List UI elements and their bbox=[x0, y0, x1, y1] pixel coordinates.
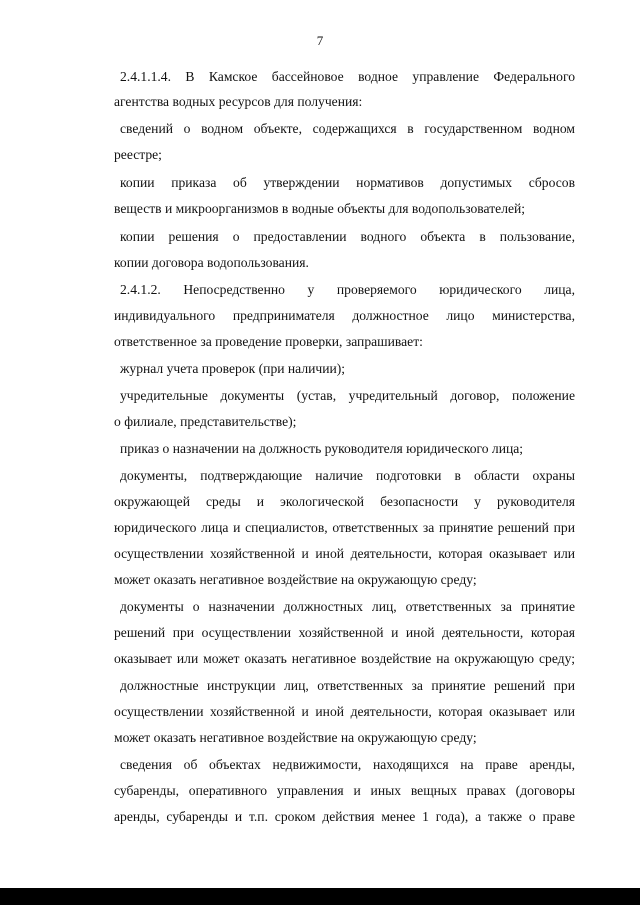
text-line: реестре; bbox=[114, 147, 162, 162]
text-line: документы, подтверждающие наличие подготовки в области охраны bbox=[120, 468, 575, 483]
text-line: осуществлении хозяйственной и иной деятельности, которая оказывает или bbox=[114, 704, 575, 719]
text-line: журнал учета проверок (при наличии); bbox=[120, 361, 346, 376]
text-line: может оказать негативное воздействие на окружающую среду; bbox=[114, 572, 477, 587]
page-number: 7 bbox=[316, 33, 324, 48]
text-line: ответственное за проведение проверки, запрашивает: bbox=[114, 334, 423, 349]
text-line: учредительные документы (устав, учредительный договор, положение bbox=[120, 388, 575, 403]
scan-bottom-edge bbox=[0, 888, 640, 905]
text-line: документы о назначении должностных лиц, ответственных за принятие bbox=[120, 599, 575, 614]
text-line: юридического лица и специалистов, ответственных за принятие решений при bbox=[114, 520, 575, 535]
text-line: 2.4.1.2. Непосредственно у проверяемого юридического лица, bbox=[120, 282, 575, 297]
text-line: сведения об объектах недвижимости, находящихся на праве аренды, bbox=[120, 757, 575, 772]
text-line: индивидуального предпринимателя должностное лицо министерства, bbox=[114, 308, 575, 323]
text-line: окружающей среды и экологической безопасности у руководителя bbox=[114, 494, 575, 509]
text-line: агентства водных ресурсов для получения: bbox=[114, 94, 363, 109]
text-line: копии приказа об утверждении нормативов допустимых сбросов bbox=[120, 175, 575, 190]
text-line: копии решения о предоставлении водного объекта в пользование, bbox=[120, 229, 575, 244]
text-line: копии договора водопользования. bbox=[114, 255, 309, 270]
text-line: осуществлении хозяйственной и иной деятельности, которая оказывает или bbox=[114, 546, 575, 561]
text-line: аренды, субаренды и т.п. сроком действия менее 1 года), а также о праве bbox=[114, 809, 575, 824]
text-line: должностные инструкции лиц, ответственных за принятие решений при bbox=[120, 678, 575, 693]
document-body bbox=[114, 64, 575, 844]
text-line: сведений о водном объекте, содержащихся в государственном водном bbox=[120, 121, 575, 136]
text-line: веществ и микроорганизмов в водные объекты для водопользователей; bbox=[114, 201, 526, 216]
text-line: о филиале, представительстве); bbox=[114, 414, 297, 429]
text-line: 2.4.1.1.4. В Камское бассейновое водное управление Федерального bbox=[120, 69, 575, 84]
text-line: решений при осуществлении хозяйственной и иной деятельности, которая bbox=[114, 625, 575, 640]
text-line: может оказать негативное воздействие на окружающую среду; bbox=[114, 730, 477, 745]
text-line: приказ о назначении на должность руководителя юридического лица; bbox=[120, 441, 524, 456]
text-line: оказывает или может оказать негативное воздействие на окружающую среду; bbox=[114, 651, 575, 666]
text-line: субаренды, оперативного управления и иных вещных правах (договоры bbox=[114, 783, 575, 798]
